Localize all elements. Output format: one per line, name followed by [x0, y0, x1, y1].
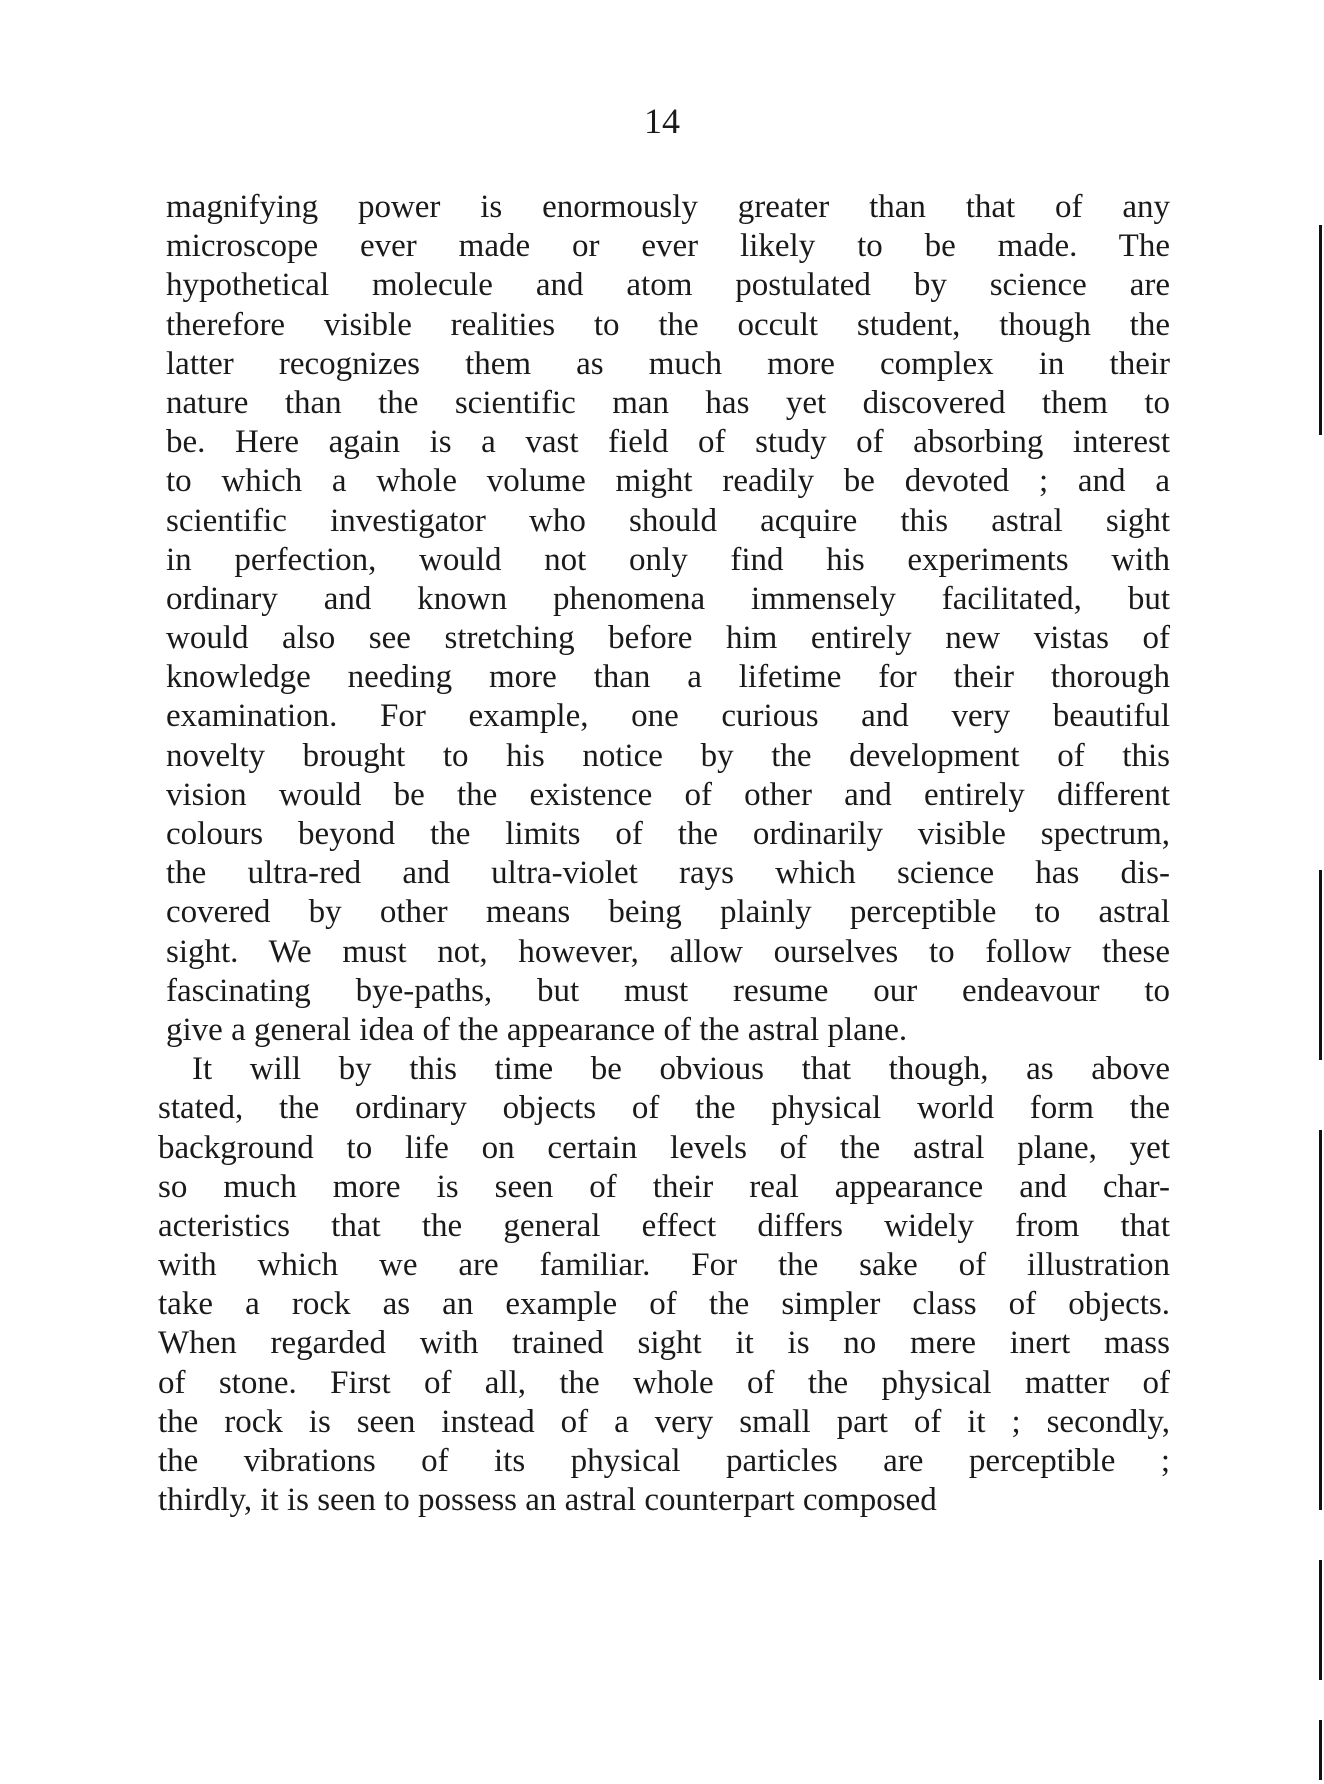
text-line: fascinating bye-paths, but must resume our endeavour to [166, 972, 1170, 1009]
scan-edge-mark [1319, 870, 1322, 1060]
text-line: to which a whole volume might readily be devoted ; and a [166, 463, 1170, 500]
scan-edge-mark [1319, 225, 1322, 435]
text-line: microscope ever made or ever likely to be made. The [166, 228, 1170, 265]
page-number: 14 [644, 101, 680, 141]
text-line: When regarded with trained sight it is no mere inert mass [158, 1325, 1170, 1362]
scan-edge-mark [1319, 1130, 1322, 1510]
paragraph-2 [158, 1050, 1170, 1520]
text-line: the vibrations of its physical particles are perceptible ; [158, 1443, 1170, 1479]
text-line: covered by other means being plainly perceptible to astral [166, 894, 1170, 931]
text-line: latter recognizes them as much more complex in their [166, 345, 1170, 382]
text-line: sight. We must not, however, allow ourselves to follow these [166, 933, 1170, 970]
text-line: examination. For example, one curious and very beautiful [166, 698, 1170, 735]
text-line: nature than the scientific man has yet discovered them to [166, 384, 1170, 421]
text-line: colours beyond the limits of the ordinarily visible spectrum, [166, 816, 1170, 852]
body-text [158, 188, 1170, 1520]
scan-edge-mark [1319, 1560, 1322, 1680]
text-line: acteristics that the general effect differs widely from that [158, 1207, 1170, 1244]
text-line: magnifying power is enormously greater than that of any [166, 189, 1170, 225]
text-line: of stone. First of all, the whole of the physical matter of [158, 1364, 1170, 1401]
text-line: background to life on certain levels of the astral plane, yet [158, 1129, 1170, 1166]
scan-edge-mark [1319, 1720, 1322, 1780]
text-line: the ultra-red and ultra-violet rays which science has dis- [166, 855, 1170, 892]
text-line: in perfection, would not only find his experiments with [166, 541, 1170, 578]
text-line: stated, the ordinary objects of the physical world form the [158, 1090, 1170, 1127]
text-line: vision would be the existence of other and entirely different [166, 776, 1170, 813]
text-line: so much more is seen of their real appearance and char- [158, 1168, 1170, 1205]
text-line: hypothetical molecule and atom postulated by science are [166, 267, 1170, 304]
text-line: knowledge needing more than a lifetime for their thorough [166, 659, 1170, 696]
text-line: scientific investigator who should acquire this astral sight [166, 502, 1170, 539]
text-line: with which we are familiar. For the sake of illustration [158, 1247, 1170, 1284]
text-line: give a general idea of the appearance of the astral plane. [166, 1011, 908, 1048]
text-line: be. Here again is a vast field of study of absorbing interest [166, 424, 1170, 461]
text-line: would also see stretching before him entirely new vistas of [166, 620, 1170, 657]
text-line: the rock is seen instead of a very small part of it ; secondly, [158, 1403, 1170, 1440]
text-line: It will by this time be obvious that though, as above [192, 1051, 1170, 1088]
text-line: take a rock as an example of the simpler class of objects. [158, 1286, 1170, 1323]
text-line: therefore visible realities to the occult student, though the [166, 306, 1170, 343]
text-line: thirdly, it is seen to possess an astral counterpart composed [158, 1482, 937, 1519]
text-line: ordinary and known phenomena immensely facilitated, but [166, 580, 1170, 617]
text-line: novelty brought to his notice by the development of this [166, 737, 1170, 774]
paragraph-1 [166, 188, 1170, 1050]
